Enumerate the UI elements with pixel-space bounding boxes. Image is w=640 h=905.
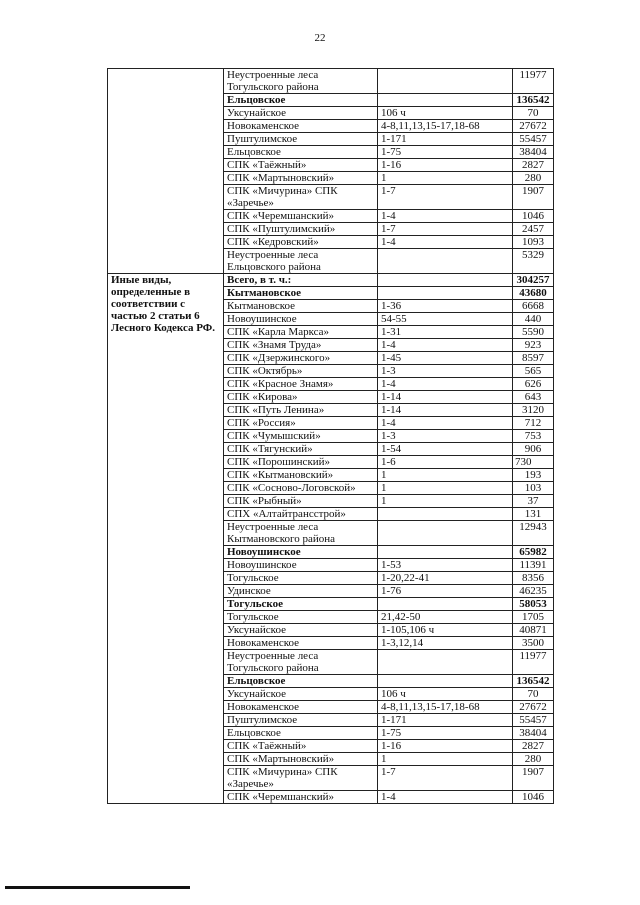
area-cell: 304257	[513, 274, 554, 287]
forest-name-cell: СПК «Черемшанский»	[224, 210, 378, 223]
quarters-cell: 1-53	[378, 559, 513, 572]
area-cell: 2827	[513, 159, 554, 172]
area-cell: 2827	[513, 740, 554, 753]
area-cell: 3500	[513, 637, 554, 650]
area-cell: 70	[513, 107, 554, 120]
quarters-cell: 1-16	[378, 740, 513, 753]
forest-name-cell: СПК «Таёжный»	[224, 740, 378, 753]
quarters-cell: 1-45	[378, 352, 513, 365]
quarters-cell: 1-171	[378, 714, 513, 727]
area-cell: 55457	[513, 133, 554, 146]
area-cell: 103	[513, 482, 554, 495]
quarters-cell: 106 ч	[378, 107, 513, 120]
forest-name-cell: СПК «Карла Маркса»	[224, 326, 378, 339]
area-cell: 27672	[513, 701, 554, 714]
quarters-cell: 1-3,12,14	[378, 637, 513, 650]
quarters-cell: 4-8,11,13,15-17,18-68	[378, 701, 513, 714]
quarters-cell: 1-3	[378, 430, 513, 443]
area-cell: 70	[513, 688, 554, 701]
forest-name-cell: Неустроенные леса Тогульского района	[224, 650, 378, 675]
forest-name-cell: Уксунайское	[224, 688, 378, 701]
forest-name-cell: СПК «Чумышский»	[224, 430, 378, 443]
quarters-cell: 1-31	[378, 326, 513, 339]
forest-name-cell: СПК «Красное Знамя»	[224, 378, 378, 391]
forest-name-cell: Ельцовское	[224, 146, 378, 159]
area-cell: 3120	[513, 404, 554, 417]
forest-name-cell: СПК «Знамя Труда»	[224, 339, 378, 352]
forest-name-cell: Удинское	[224, 585, 378, 598]
quarters-cell	[378, 521, 513, 546]
forest-name-cell: СПК «Пуштулимский»	[224, 223, 378, 236]
forest-table	[107, 68, 554, 804]
forest-name-cell: СПК «Дзержинского»	[224, 352, 378, 365]
area-cell: 136542	[513, 94, 554, 107]
area-cell: 37	[513, 495, 554, 508]
forest-name-cell: Всего, в т. ч.:	[224, 274, 378, 287]
quarters-cell: 1-105,106 ч	[378, 624, 513, 637]
forest-name-cell: СПК «Черемшанский»	[224, 791, 378, 804]
table-row	[108, 69, 554, 94]
quarters-cell: 1-171	[378, 133, 513, 146]
forest-name-cell: Тогульское	[224, 572, 378, 585]
quarters-cell: 4-8,11,13,15-17,18-68	[378, 120, 513, 133]
quarters-cell: 1-14	[378, 404, 513, 417]
forest-name-cell: Новокаменское	[224, 701, 378, 714]
area-cell: 730	[513, 456, 554, 469]
area-cell: 1907	[513, 766, 554, 791]
area-cell: 8597	[513, 352, 554, 365]
forest-name-cell: СПК «Мичурина» СПК «Заречье»	[224, 766, 378, 791]
forest-name-cell: СПК «Россия»	[224, 417, 378, 430]
area-cell: 753	[513, 430, 554, 443]
area-cell: 280	[513, 172, 554, 185]
forest-name-cell: СПК «Мартыновский»	[224, 753, 378, 766]
area-cell: 440	[513, 313, 554, 326]
quarters-cell	[378, 650, 513, 675]
area-cell: 12943	[513, 521, 554, 546]
quarters-cell: 1-20,22-41	[378, 572, 513, 585]
area-cell: 38404	[513, 727, 554, 740]
category-cell	[108, 69, 224, 274]
quarters-cell: 21,42-50	[378, 611, 513, 624]
forest-name-cell: СПК «Рыбный»	[224, 495, 378, 508]
table-row	[108, 274, 554, 287]
area-cell: 923	[513, 339, 554, 352]
quarters-cell	[378, 274, 513, 287]
area-cell: 131	[513, 508, 554, 521]
quarters-cell	[378, 675, 513, 688]
forest-name-cell: Кытмановское	[224, 300, 378, 313]
quarters-cell: 1-54	[378, 443, 513, 456]
quarters-cell: 1-4	[378, 417, 513, 430]
quarters-cell: 1-4	[378, 339, 513, 352]
forest-name-cell: СПК «Тягунский»	[224, 443, 378, 456]
quarters-cell: 1-7	[378, 766, 513, 791]
area-cell: 906	[513, 443, 554, 456]
area-cell: 6668	[513, 300, 554, 313]
forest-name-cell: СПК «Таёжный»	[224, 159, 378, 172]
area-cell: 55457	[513, 714, 554, 727]
quarters-cell: 1-16	[378, 159, 513, 172]
area-cell: 43680	[513, 287, 554, 300]
forest-name-cell: Ельцовское	[224, 94, 378, 107]
quarters-cell: 1-3	[378, 365, 513, 378]
forest-name-cell: Ельцовское	[224, 727, 378, 740]
quarters-cell: 1-4	[378, 378, 513, 391]
forest-name-cell: Новоушинское	[224, 559, 378, 572]
page-number: 22	[314, 32, 326, 44]
forest-name-cell: Новоушинское	[224, 546, 378, 559]
forest-name-cell: Новоушинское	[224, 313, 378, 326]
quarters-cell: 1-4	[378, 236, 513, 249]
forest-name-cell: СПК «Кирова»	[224, 391, 378, 404]
area-cell: 565	[513, 365, 554, 378]
footer-rule	[5, 886, 190, 889]
forest-name-cell: СПК «Кытмановский»	[224, 469, 378, 482]
quarters-cell	[378, 249, 513, 274]
quarters-cell: 1-7	[378, 185, 513, 210]
area-cell: 193	[513, 469, 554, 482]
category-cell: Иные виды, определенные в соответствии с частью 2 статьи 6 Лесного Кодекса РФ.	[108, 274, 224, 804]
area-cell: 643	[513, 391, 554, 404]
quarters-cell: 1	[378, 469, 513, 482]
area-cell: 2457	[513, 223, 554, 236]
area-cell: 136542	[513, 675, 554, 688]
forest-name-cell: Уксунайское	[224, 107, 378, 120]
quarters-cell: 1-4	[378, 210, 513, 223]
forest-name-cell: Новокаменское	[224, 120, 378, 133]
quarters-cell: 1-76	[378, 585, 513, 598]
forest-name-cell: Новокаменское	[224, 637, 378, 650]
area-cell: 8356	[513, 572, 554, 585]
quarters-cell: 1-75	[378, 727, 513, 740]
area-cell: 11391	[513, 559, 554, 572]
quarters-cell: 1-14	[378, 391, 513, 404]
area-cell: 65982	[513, 546, 554, 559]
area-cell: 1046	[513, 791, 554, 804]
quarters-cell	[378, 287, 513, 300]
forest-name-cell: СПК «Мичурина» СПК «Заречье»	[224, 185, 378, 210]
quarters-cell	[378, 69, 513, 94]
quarters-cell	[378, 94, 513, 107]
area-cell: 46235	[513, 585, 554, 598]
quarters-cell: 1-7	[378, 223, 513, 236]
quarters-cell: 1	[378, 482, 513, 495]
area-cell: 1093	[513, 236, 554, 249]
area-cell: 58053	[513, 598, 554, 611]
forest-name-cell: СПК «Сосново-Логовской»	[224, 482, 378, 495]
quarters-cell: 1-4	[378, 791, 513, 804]
forest-name-cell: СПК «Кедровский»	[224, 236, 378, 249]
area-cell: 5329	[513, 249, 554, 274]
area-cell: 1705	[513, 611, 554, 624]
forest-name-cell: Ельцовское	[224, 675, 378, 688]
quarters-cell: 54-55	[378, 313, 513, 326]
quarters-cell: 1-36	[378, 300, 513, 313]
forest-name-cell: Неустроенные леса Тогульского района	[224, 69, 378, 94]
quarters-cell: 1	[378, 172, 513, 185]
quarters-cell	[378, 598, 513, 611]
area-cell: 5590	[513, 326, 554, 339]
quarters-cell: 1-6	[378, 456, 513, 469]
area-cell: 280	[513, 753, 554, 766]
quarters-cell: 1	[378, 495, 513, 508]
area-cell: 1907	[513, 185, 554, 210]
forest-name-cell: СПК «Порошинский»	[224, 456, 378, 469]
quarters-cell: 106 ч	[378, 688, 513, 701]
area-cell: 40871	[513, 624, 554, 637]
forest-name-cell: Тогульское	[224, 611, 378, 624]
forest-name-cell: Неустроенные леса Кытмановского района	[224, 521, 378, 546]
quarters-cell	[378, 546, 513, 559]
forest-name-cell: Уксунайское	[224, 624, 378, 637]
area-cell: 1046	[513, 210, 554, 223]
forest-name-cell: СПК «Мартыновский»	[224, 172, 378, 185]
quarters-cell	[378, 508, 513, 521]
forest-name-cell: Пуштулимское	[224, 714, 378, 727]
area-cell: 11977	[513, 650, 554, 675]
forest-name-cell: Кытмановское	[224, 287, 378, 300]
forest-name-cell: Пуштулимское	[224, 133, 378, 146]
forest-name-cell: СПК «Октябрь»	[224, 365, 378, 378]
forest-name-cell: Тогульское	[224, 598, 378, 611]
area-cell: 38404	[513, 146, 554, 159]
forest-name-cell: СПК «Путь Ленина»	[224, 404, 378, 417]
quarters-cell: 1	[378, 753, 513, 766]
forest-name-cell: Неустроенные леса Ельцовского района	[224, 249, 378, 274]
quarters-cell: 1-75	[378, 146, 513, 159]
area-cell: 712	[513, 417, 554, 430]
forest-name-cell: СПХ «Алтайтрансстрой»	[224, 508, 378, 521]
area-cell: 626	[513, 378, 554, 391]
area-cell: 11977	[513, 69, 554, 94]
area-cell: 27672	[513, 120, 554, 133]
